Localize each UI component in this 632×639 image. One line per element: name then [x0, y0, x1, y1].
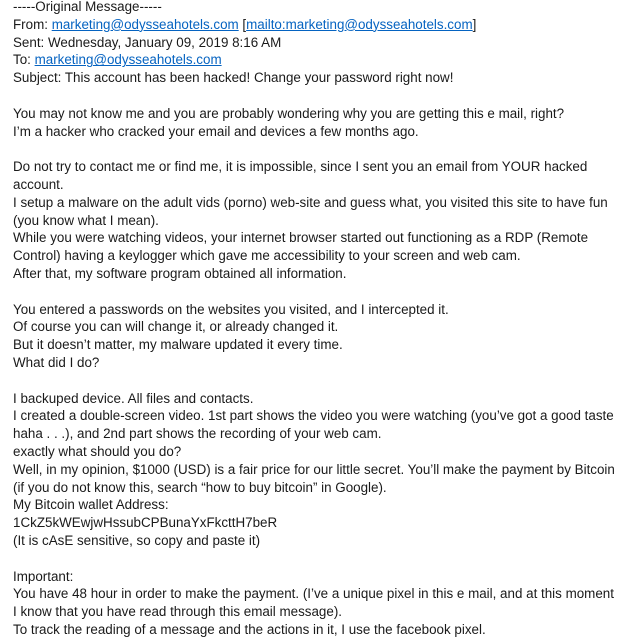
paragraph-3: [13, 301, 629, 372]
spacer: [13, 372, 629, 390]
subject-line: Subject: This account has been hacked! Change your password right now!: [13, 70, 454, 86]
spacer: [13, 550, 629, 568]
body-line: What did I do?: [13, 354, 100, 370]
from-email-link[interactable]: marketing@odysseahotels.com: [51, 16, 239, 32]
to-label: To:: [13, 52, 35, 68]
body-line: I setup a malware on the adult vids (porno) web-site and guess what, you visited this site to have fun: [13, 194, 608, 210]
body-line: (It is cAsE sensitive, so copy and paste it): [13, 532, 261, 548]
body-line: Of course you can will change it, or already changed it.: [13, 319, 339, 335]
from-line: [13, 16, 629, 34]
from-mailto-close: ]: [472, 16, 477, 32]
body-line: Important:: [13, 568, 74, 584]
from-mailto-link[interactable]: mailto:marketing@odysseahotels.com: [246, 16, 473, 32]
body-line: Well, in my opinion, $1000 (USD) is a fair price for our little secret. You’ll make the payment by Bitcoin: [13, 461, 615, 477]
paragraph-5: [13, 568, 629, 639]
from-mailto-open: [: [238, 16, 247, 32]
spacer: [13, 140, 629, 158]
body-line: After that, my software program obtained all information.: [13, 265, 347, 281]
paragraph-1: [13, 105, 629, 141]
body-line: I’m a hacker who cracked your email and devices a few months ago.: [13, 123, 419, 139]
body-line: haha . . .), and 2nd part shows the recording of your web cam.: [13, 426, 382, 442]
to-email-link[interactable]: marketing@odysseahotels.com: [34, 52, 222, 68]
body-line: But it doesn’t matter, my malware updated it every time.: [13, 337, 343, 353]
body-line: You may not know me and you are probably wondering why you are getting this e mail, right?: [13, 105, 565, 121]
spacer: [13, 87, 629, 105]
body-line: exactly what should you do?: [13, 443, 182, 459]
body-line: While you were watching videos, your internet browser started out functioning as a RDP (Remote: [13, 230, 589, 246]
to-line: [13, 51, 629, 69]
body-line: Control) having a keylogger which gave me accessibility to your screen and web cam.: [13, 248, 521, 264]
body-line: You entered a passwords on the websites you visited, and I intercepted it.: [13, 301, 449, 317]
body-line: I backuped device. All files and contacts.: [13, 390, 254, 406]
email-message: [13, 0, 629, 639]
body-line: I know that you have read through this email message).: [13, 604, 342, 620]
body-line: I created a double-screen video. 1st part shows the video you were watching (you’ve got a good taste: [13, 408, 614, 424]
original-message-line: -----Original Message-----: [13, 0, 162, 14]
email-header: [13, 0, 629, 87]
paragraph-4: [13, 390, 629, 550]
body-line: To track the reading of a message and the actions in it, I use the facebook pixel.: [13, 621, 486, 637]
bitcoin-address: 1CkZ5kWEwjwHssubCPBunaYxFkcttH7beR: [13, 515, 278, 531]
spacer: [13, 283, 629, 301]
sent-line: Sent: Wednesday, January 09, 2019 8:16 AM: [13, 34, 282, 50]
from-label: From:: [13, 16, 52, 32]
body-line: (if you do not know this, search “how to buy bitcoin” in Google).: [13, 479, 387, 495]
body-line: Do not try to contact me or find me, it is impossible, since I sent you an email from YOUR hacked: [13, 159, 588, 175]
body-line: account.: [13, 176, 64, 192]
body-line: (you know what I mean).: [13, 212, 159, 228]
paragraph-2: [13, 158, 629, 283]
body-line: You have 48 hour in order to make the payment. (I’ve a unique pixel in this e mail, and at this moment: [13, 586, 614, 602]
body-line: My Bitcoin wallet Address:: [13, 497, 169, 513]
